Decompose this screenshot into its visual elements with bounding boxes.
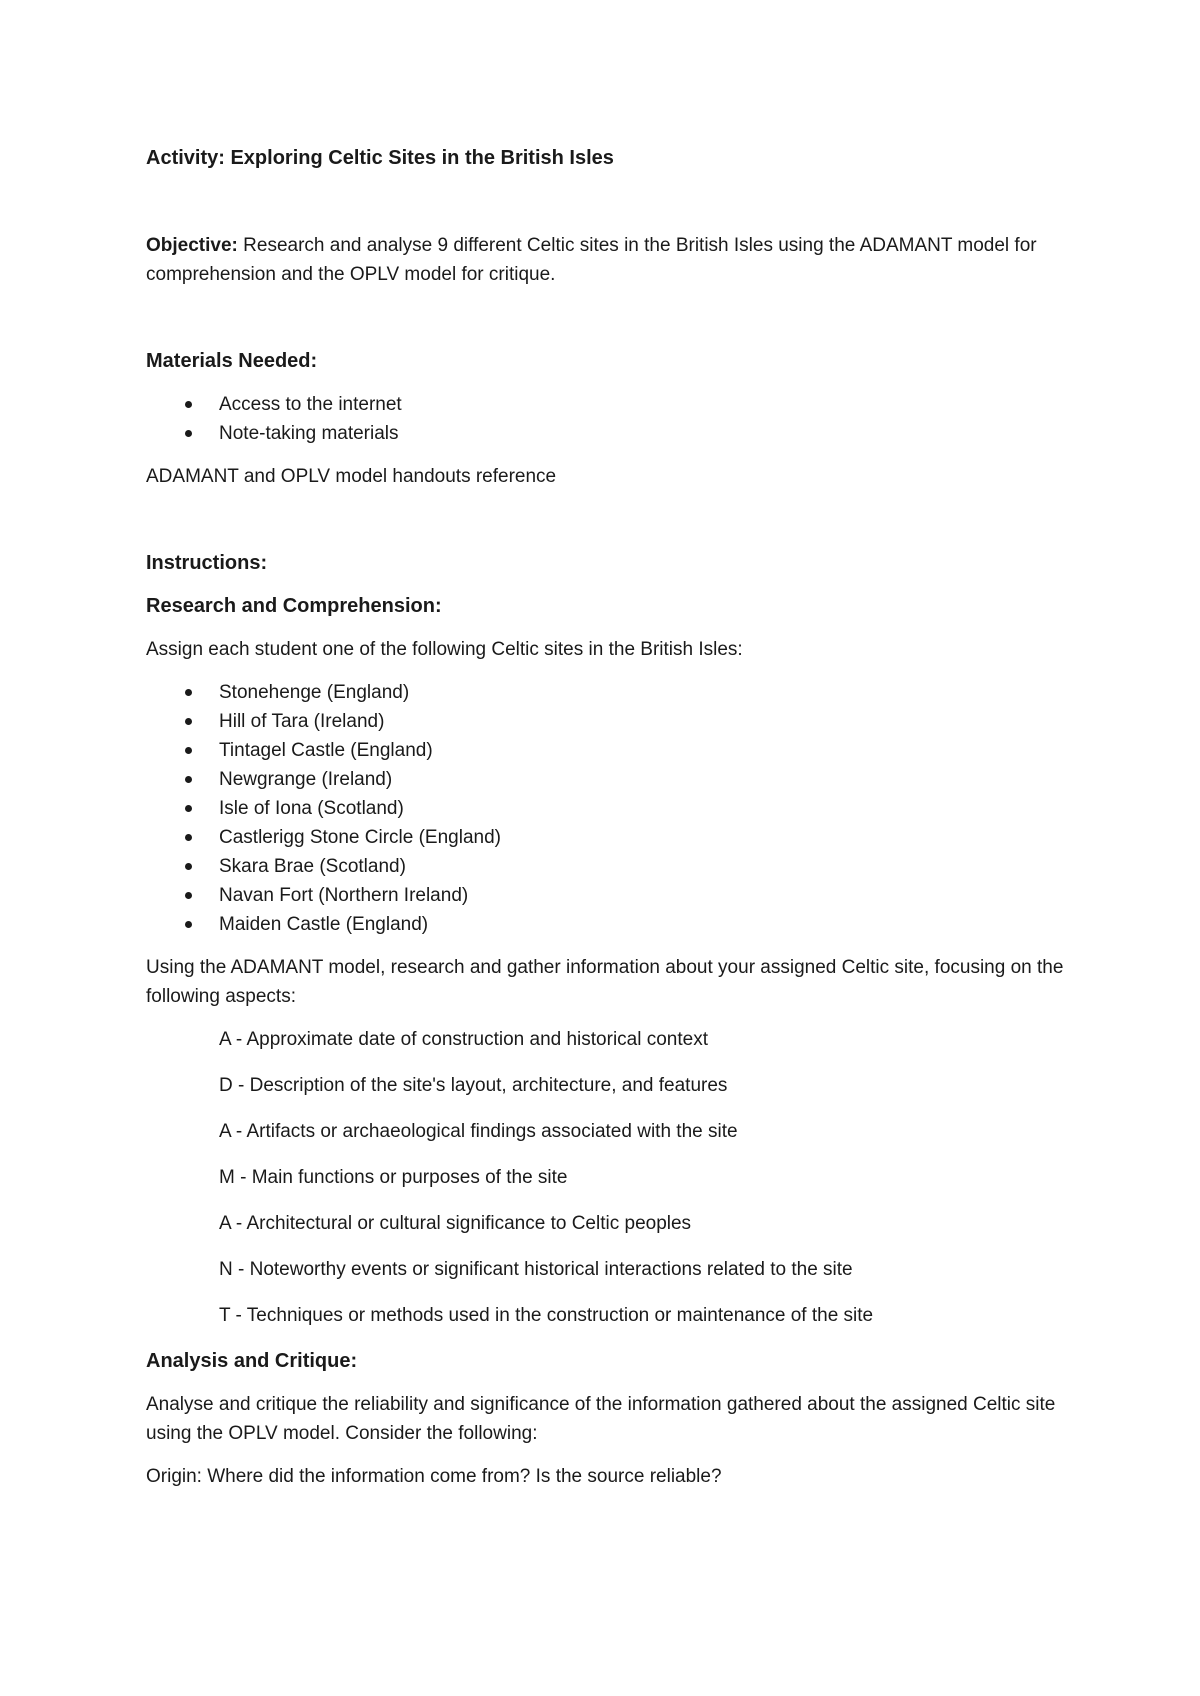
list-item: Navan Fort (Northern Ireland): [146, 881, 1066, 910]
adamant-item: T - Techniques or methods used in the construction or maintenance of the site: [219, 1305, 874, 1326]
adamant-item: N - Noteworthy events or significant historical interactions related to the site: [219, 1259, 853, 1280]
analysis-intro: Analyse and critique the reliability and significance of the information gathered about the assigned Celtic site using the OPLV model. Consider the following:: [146, 1394, 1056, 1444]
sites-list: [146, 678, 1066, 939]
research-intro: Assign each student one of the following Celtic sites in the British Isles:: [146, 639, 743, 660]
adamant-item: D - Description of the site's layout, architecture, and features: [219, 1075, 728, 1096]
adamant-item: M - Main functions or purposes of the site: [219, 1167, 568, 1188]
list-item: Maiden Castle (England): [146, 910, 1066, 939]
document-title: Activity: Exploring Celtic Sites in the British Isles: [146, 147, 614, 169]
list-item: Access to the internet: [146, 390, 1066, 419]
instructions-heading: Instructions:: [146, 552, 268, 574]
objective-label: Objective:: [146, 235, 238, 256]
list-item: Stonehenge (England): [146, 678, 1066, 707]
list-item: Hill of Tara (Ireland): [146, 707, 1066, 736]
list-item: Isle of Iona (Scotland): [146, 794, 1066, 823]
list-item: Tintagel Castle (England): [146, 736, 1066, 765]
list-item: Castlerigg Stone Circle (England): [146, 823, 1066, 852]
materials-heading: Materials Needed:: [146, 350, 318, 372]
adamant-intro: Using the ADAMANT model, research and gather information about your assigned Celtic site, focusing on the following aspects:: [146, 957, 1064, 1007]
analysis-heading: Analysis and Critique:: [146, 1350, 358, 1372]
research-heading: Research and Comprehension:: [146, 595, 442, 617]
origin-question: Origin: Where did the information come from? Is the source reliable?: [146, 1466, 722, 1487]
objective-text: Research and analyse 9 different Celtic sites in the British Isles using the ADAMANT model for comprehension and the OPLV model for critique.: [146, 235, 1037, 285]
adamant-item: A - Approximate date of construction and historical context: [219, 1029, 708, 1050]
adamant-item: A - Artifacts or archaeological findings associated with the site: [219, 1121, 738, 1142]
list-item: Skara Brae (Scotland): [146, 852, 1066, 881]
list-item: Note-taking materials: [146, 419, 1066, 448]
materials-note: ADAMANT and OPLV model handouts reference: [146, 466, 557, 487]
materials-list: [146, 390, 1066, 448]
adamant-item: A - Architectural or cultural significance to Celtic peoples: [219, 1213, 692, 1234]
list-item: Newgrange (Ireland): [146, 765, 1066, 794]
spacer: [146, 505, 1066, 549]
objective-paragraph: [146, 231, 1066, 289]
spacer: [146, 303, 1066, 347]
document-body: [146, 144, 1066, 1505]
